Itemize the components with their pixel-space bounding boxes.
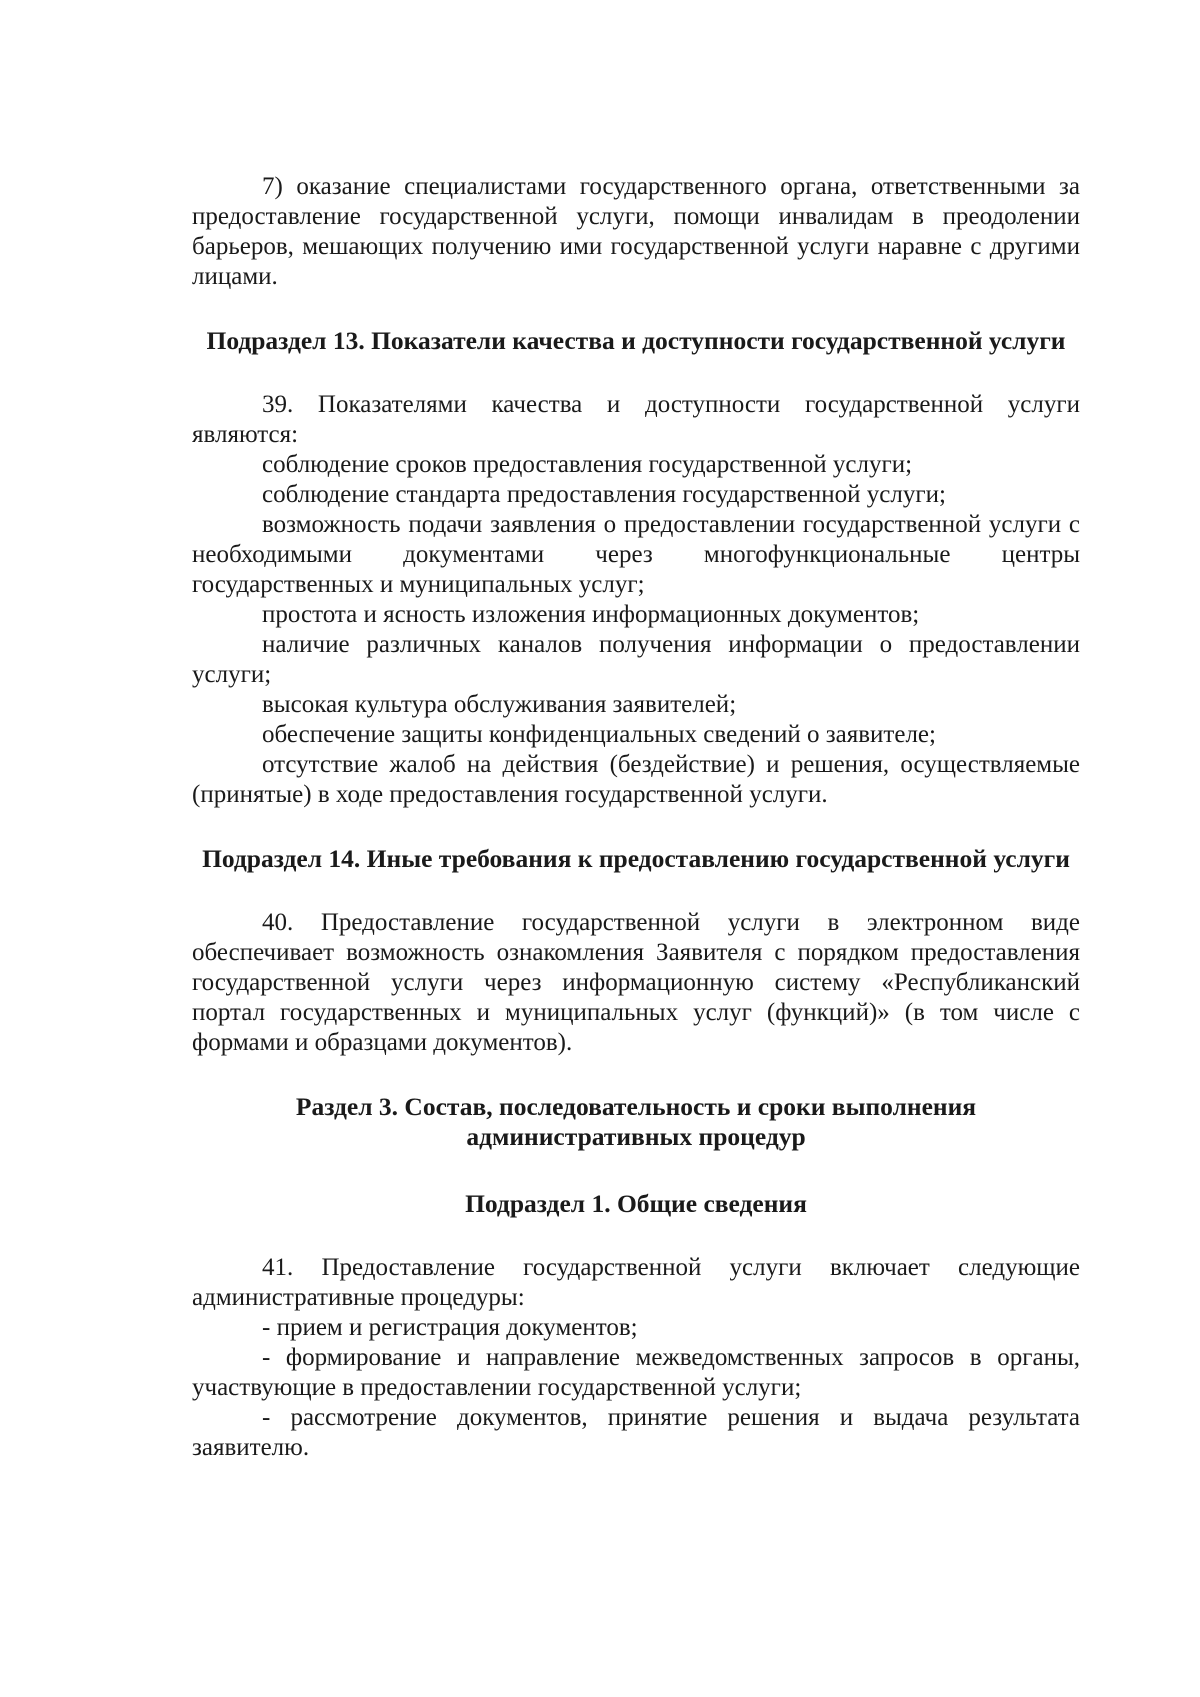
heading-subsection-13: Подраздел 13. Показатели качества и доступности государственной услуги — [206, 326, 1066, 355]
list-item: соблюдение сроков предоставления государственной услуги; — [262, 451, 913, 478]
list-item: соблюдение стандарта предоставления государственной услуги; — [262, 481, 946, 508]
document-body — [192, 172, 1080, 1463]
list-item: высокая культура обслуживания заявителей; — [262, 691, 737, 718]
list-item: - рассмотрение документов, принятие решения и выдача результата заявителю. — [192, 1404, 1080, 1461]
heading-subsection-1: Подраздел 1. Общие сведения — [465, 1189, 807, 1218]
paragraph-40: 40. Предоставление государственной услуги в электронном виде обеспечивает возможность ознакомления Заявителя с порядком предоставления государственной услуги через информационную систему «Республиканский портал государственных и муниципальных услуг (функций)» (в том числе с формами и образцами документов). — [192, 909, 1080, 1056]
paragraph-item-7: 7) оказание специалистами государственного органа, ответственными за предоставление государственной услуги, помощи инвалидам в преодолении барьеров, мешающих получению ими государственной услуги наравне с другими лицами. — [192, 173, 1080, 290]
heading-subsection-14: Подраздел 14. Иные требования к предоставлению государственной услуги — [202, 844, 1070, 873]
list-item: возможность подачи заявления о предоставлении государственной услуги с необходимыми документами через многофункциональные центры государственных и муниципальных услуг; — [192, 511, 1080, 598]
list-item: - прием и регистрация документов; — [262, 1314, 638, 1341]
list-item: отсутствие жалоб на действия (бездействие) и решения, осуществляемые (принятые) в ходе предоставления государственной услуги. — [192, 751, 1080, 808]
list-item: простота и ясность изложения информационных документов; — [262, 601, 920, 628]
paragraph-41: 41. Предоставление государственной услуги включает следующие административные процедуры: — [192, 1254, 1080, 1311]
heading-section-3: Раздел 3. Состав, последовательность и сроки выполнения административных процедур — [295, 1092, 977, 1151]
list-item: обеспечение защиты конфиденциальных сведений о заявителе; — [262, 721, 936, 748]
list-item: - формирование и направление межведомственных запросов в органы, участвующие в предоставлении государственной услуги; — [192, 1344, 1080, 1401]
list-item: наличие различных каналов получения информации о предоставлении услуги; — [192, 631, 1080, 688]
paragraph-39: 39. Показателями качества и доступности государственной услуги являются: — [192, 391, 1080, 448]
